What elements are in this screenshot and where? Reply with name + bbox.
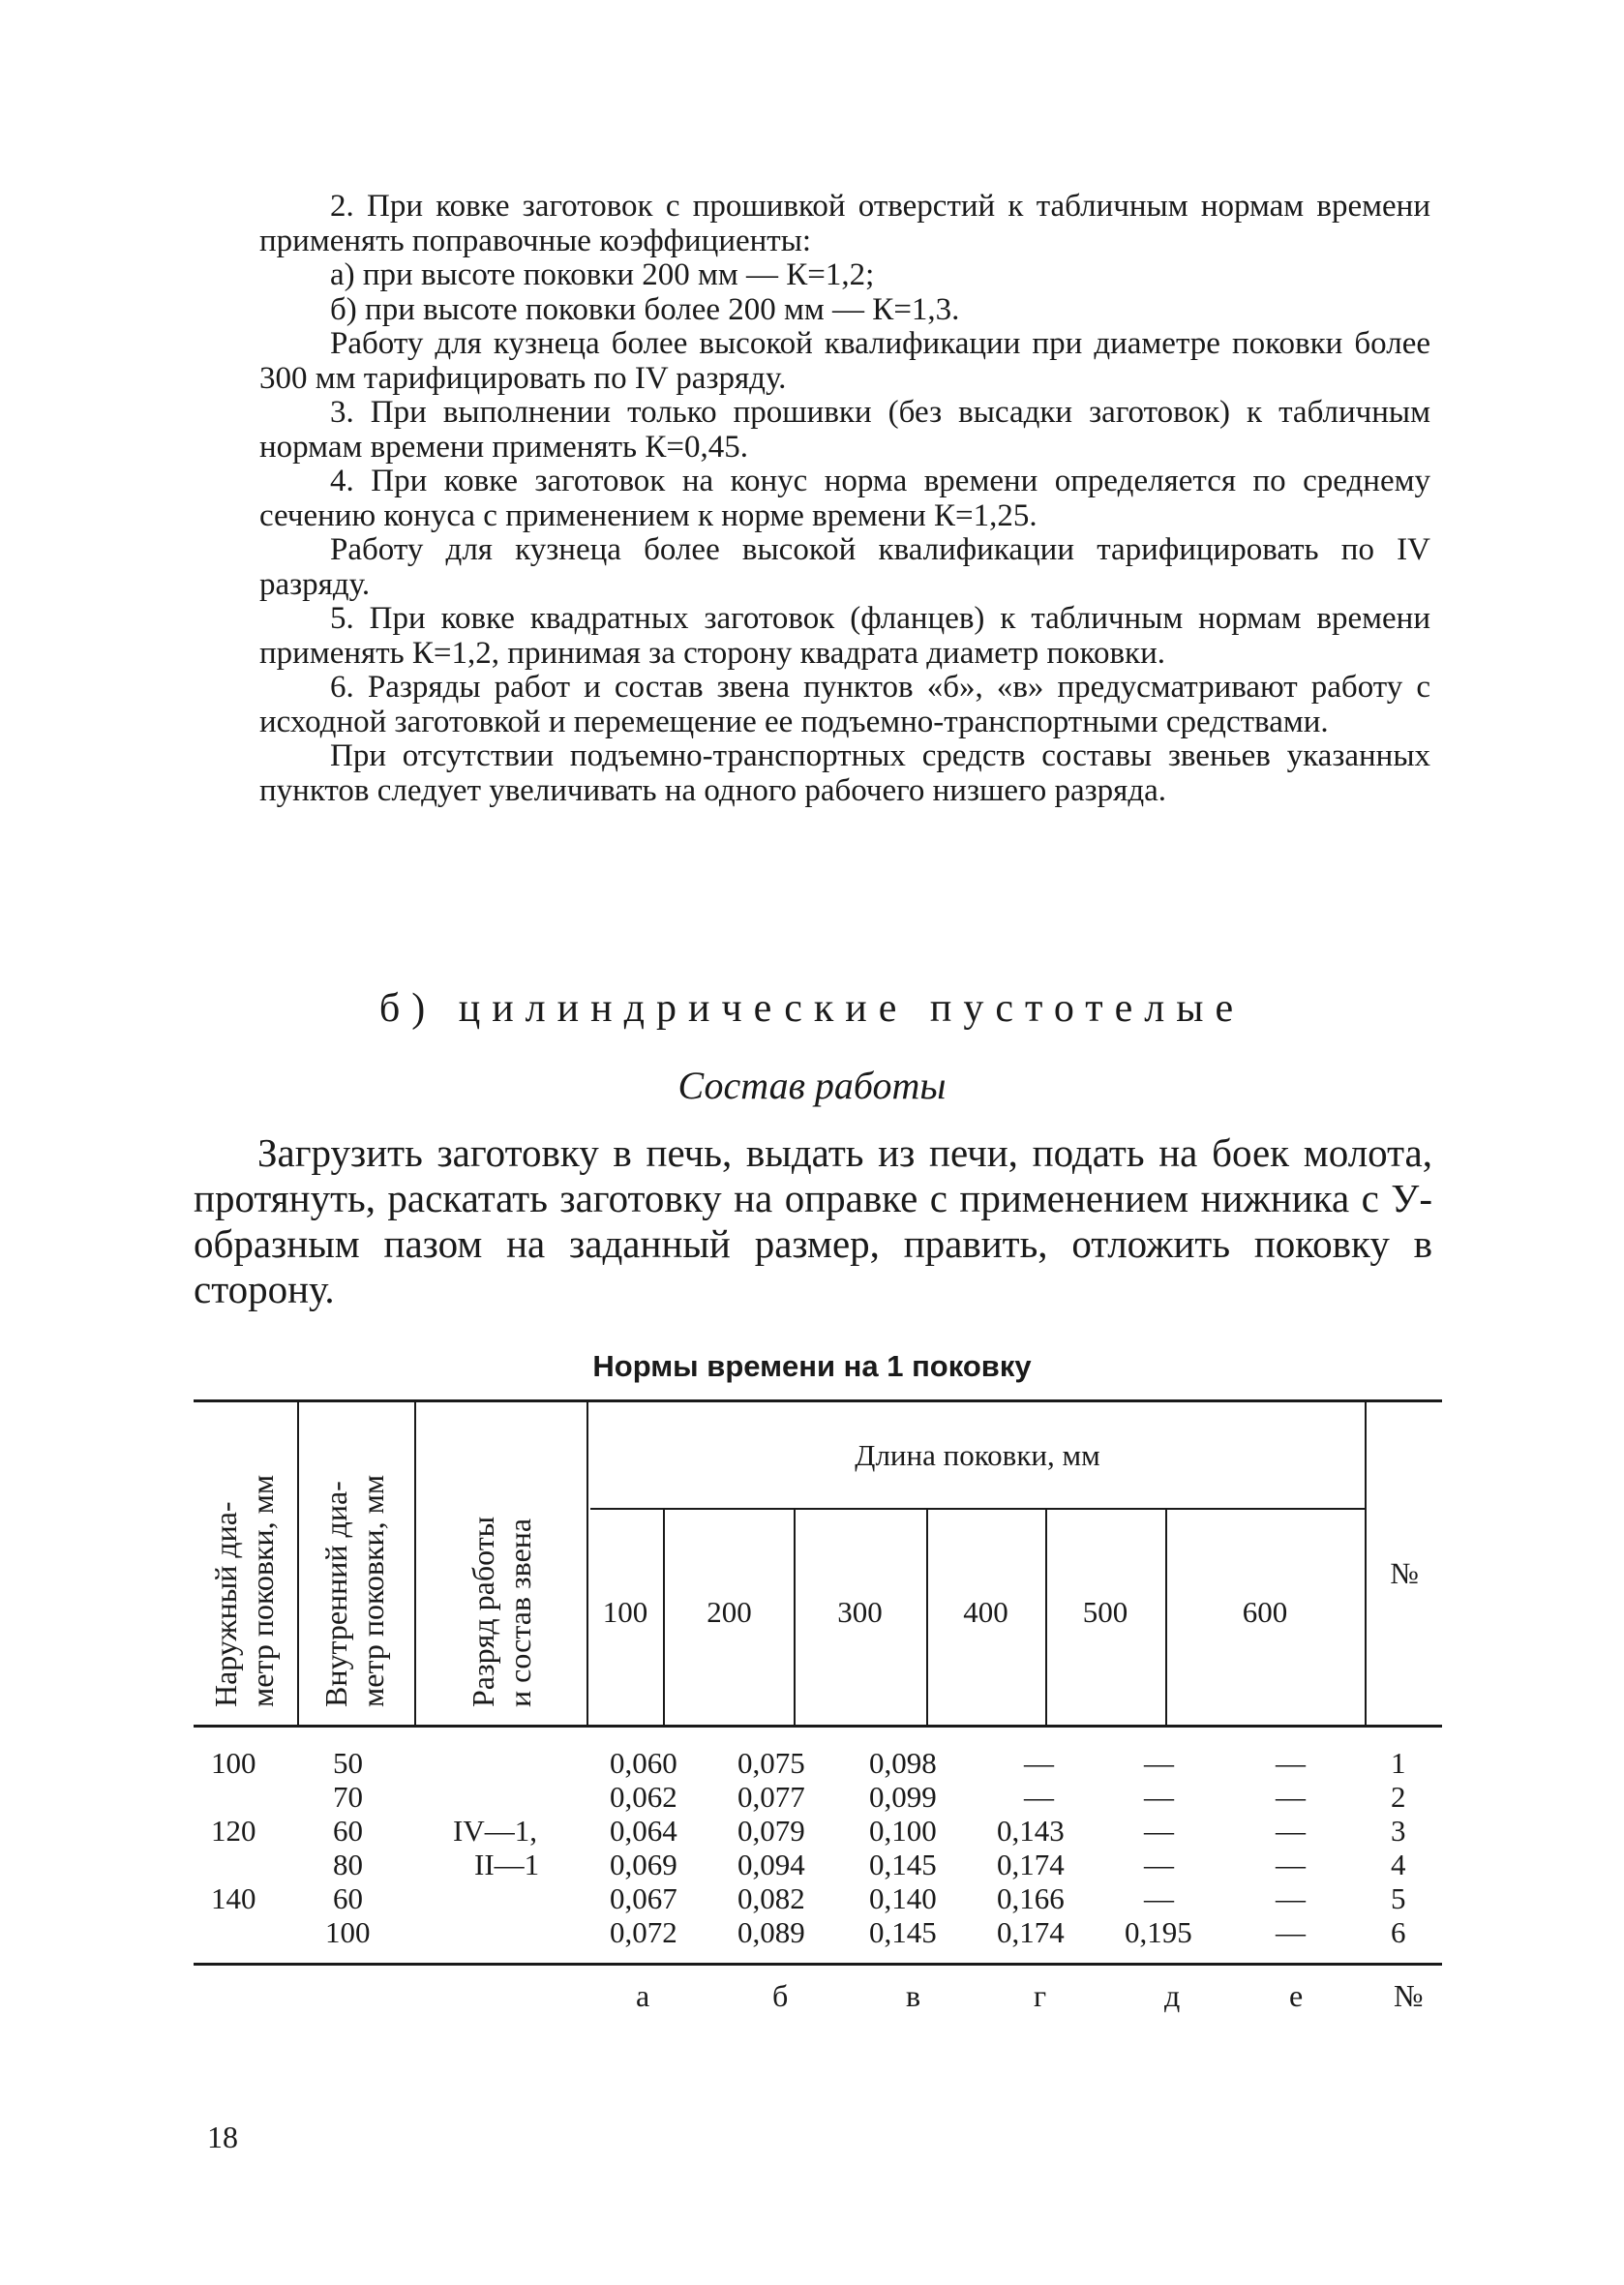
table-cell-100: 0,062: [610, 1780, 677, 1814]
table-cell-grade-1: IV—1,: [453, 1814, 537, 1848]
note-3: 3. При выполнении только прошивки (без высадки заготовок) к табличным нормам времени применять К=0,45.: [259, 395, 1430, 465]
table-cell-outer: 140: [211, 1881, 256, 1915]
table-cell-500: —: [1144, 1881, 1174, 1915]
table-cell-300: 0,100: [869, 1814, 937, 1848]
header-length-100: 100: [602, 1595, 648, 1629]
col-divider-1: [297, 1399, 299, 1725]
footer-letter-g: г: [1034, 1978, 1047, 2013]
table-cell-300: 0,098: [869, 1746, 937, 1780]
table-cell-300: 0,140: [869, 1881, 937, 1915]
col-divider-2: [414, 1399, 416, 1725]
table-cell-300: 0,145: [869, 1915, 937, 1949]
table-top-rule: [194, 1399, 1442, 1402]
table-bottom-rule: [194, 1963, 1442, 1966]
table-cell-grade-2: II—1: [474, 1848, 540, 1881]
table-cell-400: 0,166: [997, 1881, 1065, 1915]
header-length-500: 500: [1082, 1595, 1128, 1629]
table-cell-100: 0,060: [610, 1746, 677, 1780]
table-cell-500: —: [1144, 1780, 1174, 1814]
table-cell-600: —: [1276, 1780, 1306, 1814]
table-cell-300: 0,145: [869, 1848, 937, 1881]
note-2b: б) при высоте поковки более 200 мм — К=1,3.: [330, 291, 960, 327]
table-cell-num: 6: [1391, 1915, 1406, 1949]
header-length-300: 300: [837, 1595, 883, 1629]
table-cell-200: 0,082: [737, 1881, 805, 1915]
note-5: 5. При ковке квадратных заготовок (фланцев) к табличным нормам времени применять К=1,2, принимая за сторону квадрата диаметр поковки.: [259, 601, 1430, 671]
footer-letter-b: б: [772, 1978, 789, 2013]
header-outer-diameter: Наружный диа- метр поковки, мм: [208, 1474, 280, 1707]
header-length-200: 200: [707, 1595, 752, 1629]
footer-letter-v: в: [906, 1978, 921, 2013]
note-6-addition: При отсутствии подъемно-транспортных средств составы звеньев указанных пунктов следует увеличивать на одного рабочего низшего разряда.: [259, 738, 1430, 808]
footer-letter-e: е: [1289, 1978, 1304, 2013]
note-2: 2. При ковке заготовок с прошивкой отверстий к табличным нормам времени применять поправочные коэффициенты:: [259, 189, 1430, 258]
table-cell-600: —: [1276, 1746, 1306, 1780]
table-cell-200: 0,094: [737, 1848, 805, 1881]
table-cell-200: 0,079: [737, 1814, 805, 1848]
table-cell-300: 0,099: [869, 1780, 937, 1814]
table-cell-400: 0,143: [997, 1814, 1065, 1848]
footer-letter-a: а: [636, 1978, 650, 2013]
table-cell-num: 4: [1391, 1848, 1406, 1881]
table-cell-outer: 100: [211, 1746, 256, 1780]
table-cell-200: 0,089: [737, 1915, 805, 1949]
table-cell-500: —: [1144, 1848, 1174, 1881]
table-cell-100: 0,072: [610, 1915, 677, 1949]
section-title: б) цилиндрические пустотелые: [378, 986, 1246, 1031]
footer-letter-d: д: [1164, 1978, 1181, 2013]
table-cell-100: 0,067: [610, 1881, 677, 1915]
note-2a: а) при высоте поковки 200 мм — К=1,2;: [330, 257, 875, 292]
page-number: 18: [207, 2120, 238, 2154]
header-bottom-rule: [194, 1725, 1442, 1728]
work-composition-title: Состав работы: [677, 1064, 947, 1107]
table-cell-100: 0,064: [610, 1814, 677, 1848]
note-2-qualification: Работу для кузнеца более высокой квалификации при диаметре поковки более 300 мм тарифицировать по IV разряду.: [259, 326, 1430, 396]
table-cell-inner: 80: [333, 1848, 363, 1881]
work-composition-text: [194, 1130, 1432, 1312]
table-cell-inner: 60: [333, 1881, 363, 1915]
table-cell-num: 1: [1391, 1746, 1406, 1780]
footer-number-sign: №: [1394, 1978, 1424, 2013]
header-length-600: 600: [1242, 1595, 1288, 1629]
table-cell-600: —: [1276, 1915, 1306, 1949]
table-cell-inner: 70: [333, 1780, 363, 1814]
table-cell-400: 0,174: [997, 1848, 1065, 1881]
col-divider-3: [586, 1399, 588, 1725]
table-cell-inner: 60: [333, 1814, 363, 1848]
table-cell-600: —: [1276, 1848, 1306, 1881]
table-cell-600: —: [1276, 1881, 1306, 1915]
note-4-qualification: Работу для кузнеца более высокой квалификации тарифицировать по IV разряду.: [259, 532, 1430, 602]
header-number: №: [1390, 1556, 1419, 1590]
table-cell-600: —: [1276, 1814, 1306, 1848]
header-grade: Разряд работы и состав звена: [466, 1516, 537, 1707]
note-6: 6. Разряды работ и состав звена пунктов «б», «в» предусматривают работу с исходной заготовкой и перемещение ее подъемно-транспортными средствами.: [259, 670, 1430, 739]
table-cell-100: 0,069: [610, 1848, 677, 1881]
table-cell-num: 5: [1391, 1881, 1406, 1915]
table-cell-400: 0,174: [997, 1915, 1065, 1949]
header-inner-diameter: Внутренний диа- метр поковки, мм: [318, 1474, 390, 1707]
table-cell-inner: 50: [333, 1746, 363, 1780]
table-title: Нормы времени на 1 поковку: [592, 1349, 1032, 1383]
table-cell-num: 2: [1391, 1780, 1406, 1814]
table-cell-200: 0,077: [737, 1780, 805, 1814]
header-length-400: 400: [963, 1595, 1008, 1629]
table-cell-inner: 100: [325, 1915, 371, 1949]
table-cell-500: 0,195: [1125, 1915, 1192, 1949]
time-norms-table: [194, 1399, 1442, 1976]
work-composition-paragraph: Загрузить заготовку в печь, выдать из печи, подать на боек молота, протянуть, раскатать заготовку на оправке с применением нижника с У-образным пазом на заданный размер, править, отложить поковку в сторону.: [194, 1130, 1432, 1311]
table-cell-500: —: [1144, 1746, 1174, 1780]
table-cell-400: —: [1024, 1780, 1054, 1814]
header-length: Длина поковки, мм: [855, 1438, 1100, 1472]
notes-block: [259, 190, 1430, 808]
length-header-rule: [590, 1508, 1365, 1510]
table-cell-num: 3: [1391, 1814, 1406, 1848]
table-cell-500: —: [1144, 1814, 1174, 1848]
table-cell-outer: 120: [211, 1814, 256, 1848]
note-4: 4. При ковке заготовок на конус норма времени определяется по среднему сечению конуса с применением к норме времени К=1,25.: [259, 464, 1430, 533]
table-cell-200: 0,075: [737, 1746, 805, 1780]
table-cell-400: —: [1024, 1746, 1054, 1780]
